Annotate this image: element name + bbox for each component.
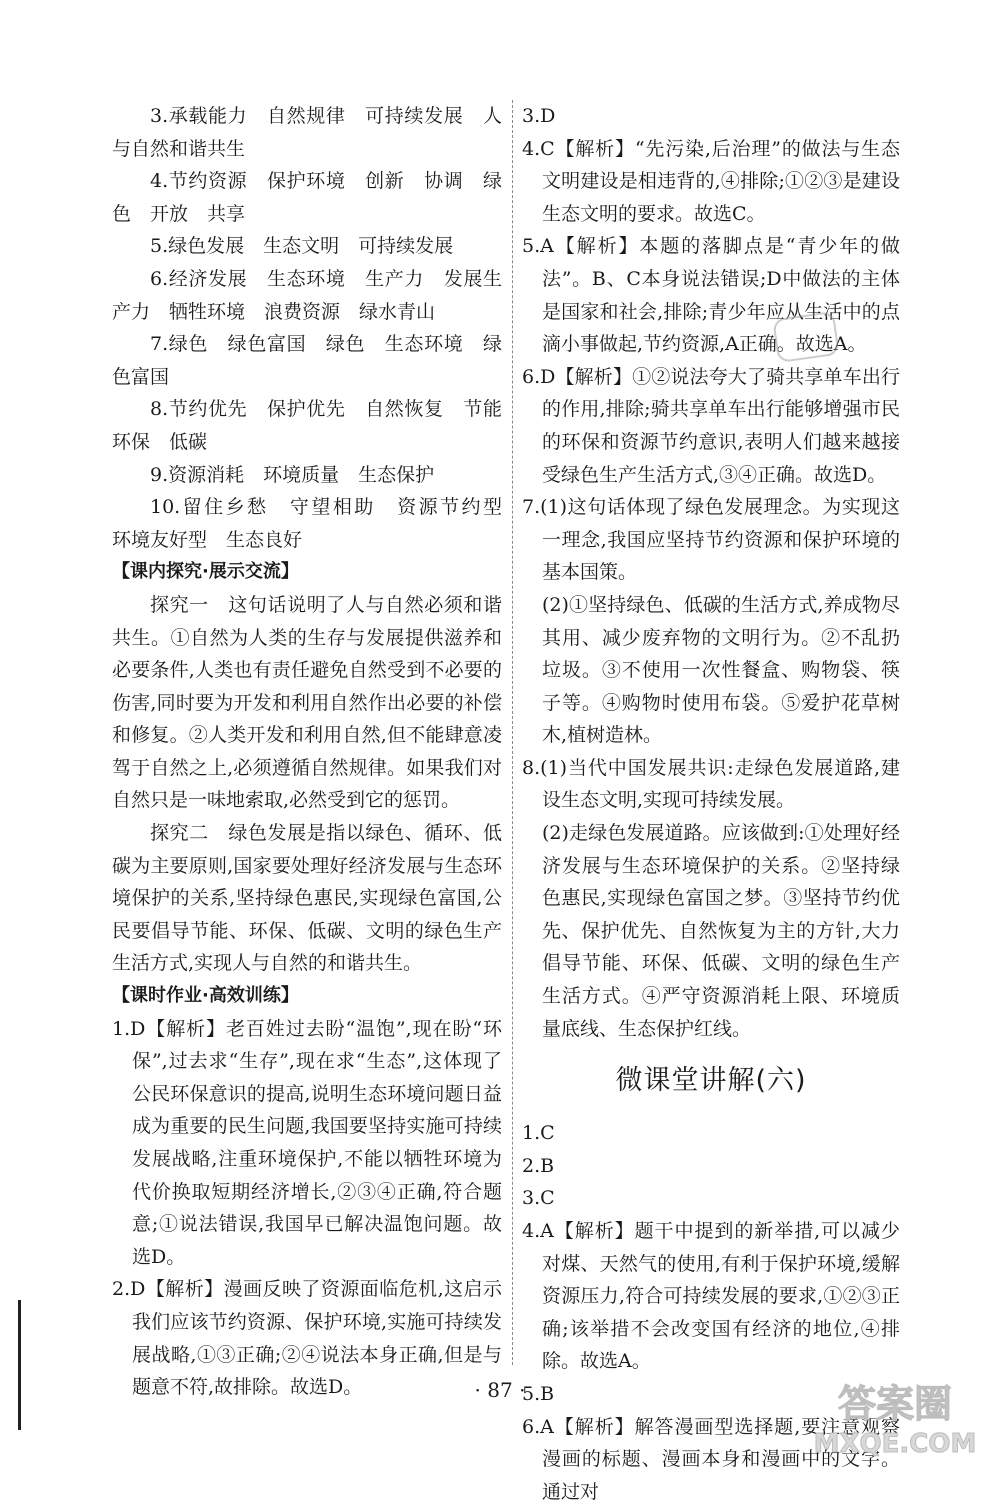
text-paragraph: 探究一 这句话说明了人与自然必须和谐共生。①自然为人类的生存与发展提供滋养和必要条件,人类也有责任避免自然受到不必要的伤害,同时要为开发和利用自然作出必要的补偿和修复。②人类开发和利用自然,但不能肆意凌驾于自然之上,必须遵循自然规律。如果我们对自然只是一味地索取,必然受到它的惩罚。 [112, 593, 502, 812]
text-paragraph: 6.经济发展 生态环境 生产力 发展生产力 牺牲环境 浪费资源 绿水青山 [112, 267, 502, 323]
text-paragraph: 6.A【解析】解答漫画型选择题,要注意观察漫画的标题、漫画本身和漫画中的文字。通过对 [522, 1415, 900, 1503]
watermark-logo [810, 1372, 980, 1462]
text-paragraph: (2)①坚持绿色、低碳的生活方式,养成物尽其用、减少废弃物的文明行为。②不乱扔垃圾。③不使用一次性餐盒、购物袋、筷子等。④购物时使用布袋。⑤爱护花草树木,植树造林。 [542, 593, 900, 747]
left-column [112, 100, 522, 1404]
text-paragraph: 2.B [522, 1154, 555, 1177]
watermark-line1: 答案圈 [837, 1382, 953, 1426]
text-paragraph: (2)走绿色发展道路。应该做到:①处理好经济发展与生态环境保护的关系。②坚持绿色惠民,实现绿色富国之梦。③坚持节约优先、保护优先、自然恢复为主的方针,大力倡导节能、环保、低碳、文明的绿色生产生活方式。④严守资源消耗上限、环境质量底线、生态保护红线。 [542, 822, 900, 1040]
text-paragraph: 7.绿色 绿色富国 绿色 生态环境 绿色富国 [112, 333, 502, 388]
text-paragraph: 5.A【解析】本题的落脚点是“青少年的做法”。B、C本身说法错误;D中做法的主体是国家和社会,排除;青少年应从生活中的点滴小事做起,节约资源,A正确。故选A。 [522, 235, 900, 356]
text-paragraph: 3.D [522, 105, 556, 127]
text-paragraph: 9.资源消耗 环境质量 生态保护 [150, 463, 435, 486]
scan-edge-mark [18, 1300, 21, 1430]
text-paragraph: 8.节约优先 保护优先 自然恢复 节能环保 低碳 [112, 398, 502, 453]
text-paragraph: 4.C【解析】“先污染,后治理”的做法与生态文明建设是相违背的,④排除;①②③是建设生态文明的要求。故选C。 [522, 137, 900, 225]
section-label: 【课内探究·展示交流】 [112, 561, 299, 583]
text-paragraph: 探究二 绿色发展是指以绿色、循环、低碳为主要原则,国家要处理好经济发展与生态环境保护的关系,坚持绿色惠民,实现绿色富国,公民要倡导节能、环保、低碳、文明的绿色生产生活方式,实现人与自然的和谐共生。 [112, 822, 502, 975]
text-paragraph: 1.C [522, 1122, 555, 1145]
text-paragraph: 10.留住乡愁 守望相助 资源节约型 环境友好型 生态良好 [112, 496, 522, 551]
page-number: · 87 · [474, 1378, 526, 1402]
text-paragraph: 2.D【解析】漫画反映了资源面临危机,这启示我们应该节约资源、保护环境,实施可持续发展战略,①③正确;②④说法本身正确,但是与题意不符,故排除。故选D。 [112, 1278, 502, 1399]
text-paragraph: 3.C [522, 1187, 555, 1210]
library-stamp [772, 311, 840, 363]
text-paragraph: 4.节约资源 保护环境 创新 协调 绿色 开放 共享 [112, 170, 502, 225]
text-paragraph: 5.绿色发展 生态文明 可持续发展 [150, 235, 454, 258]
section-heading: 微课堂讲解(六) [615, 1065, 807, 1097]
text-paragraph: 8.(1)当代中国发展共识:走绿色发展道路,建设生态文明,实现可持续发展。 [522, 756, 900, 812]
text-paragraph: 1.D【解析】老百姓过去盼“温饱”,现在盼“环保”,过去求“生存”,现在求“生态”,这体现了公民环保意识的提高,说明生态环境问题日益成为重要的民生问题,我国要坚持实施可持续发展战略,注重环境保护,不能以牺牲环境为代价换取短期经济增长,②③④正确,符合题意;①说法错误,我国早已解决温饱问题。故选D。 [112, 1017, 502, 1268]
text-paragraph: 7.(1)这句话体现了绿色发展理念。为实现这一理念,我国应坚持节约资源和保护环境的基本国策。 [522, 496, 900, 584]
text-paragraph: 6.D【解析】①②说法夸大了骑共享单车出行的作用,排除;骑共享单车出行能够增强市民的环保和资源节约意识,表明人们越来越接受绿色生产生活方式,③④正确。故选D。 [522, 365, 900, 486]
column-divider [512, 100, 513, 1365]
text-paragraph: 4.A【解析】题干中提到的新举措,可以减少对煤、天然气的使用,有利于保护环境,缓解资源压力,符合可持续发展的要求,①②③正确;该举措不会改变国有经济的地位,④排除。故选A。 [522, 1220, 900, 1373]
text-paragraph: 5.B [522, 1382, 555, 1405]
right-column [522, 100, 900, 1508]
text-paragraph: 3.承载能力 自然规律 可持续发展 人与自然和谐共生 [112, 105, 502, 160]
section-label: 【课时作业·高效训练】 [112, 985, 299, 1007]
watermark-line2: MXQE.COM [813, 1429, 977, 1459]
